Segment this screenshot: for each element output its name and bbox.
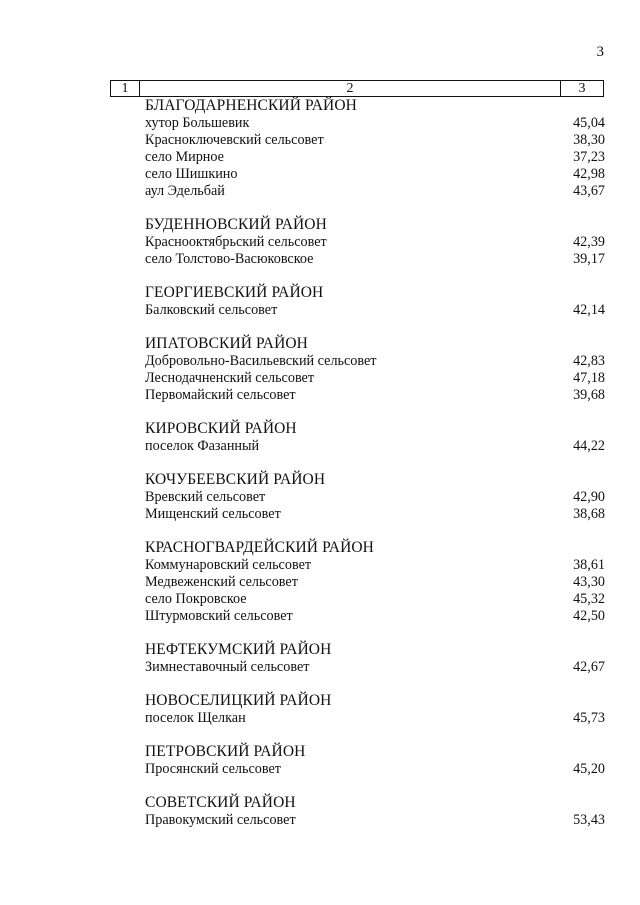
- settlement-value: 47,18: [573, 370, 605, 386]
- settlement-value: 42,98: [573, 166, 605, 182]
- settlement-name: Вревский сельсовет: [145, 489, 266, 505]
- table-row: [145, 761, 605, 778]
- table-row: [145, 302, 605, 319]
- settlement-value: 42,14: [573, 302, 605, 318]
- district-list: [145, 97, 605, 845]
- table-row: [145, 115, 605, 132]
- settlement-name: Мищенский сельсовет: [145, 506, 281, 522]
- table-row: [145, 812, 605, 829]
- settlement-value: 42,90: [573, 489, 605, 505]
- settlement-name: Первомайский сельсовет: [145, 387, 296, 403]
- settlement-value: 43,67: [573, 183, 605, 199]
- header-row: [111, 81, 604, 97]
- settlement-name: поселок Щелкан: [145, 710, 246, 726]
- settlement-value: 38,30: [573, 132, 605, 148]
- table-row: [145, 659, 605, 676]
- settlement-name: хутор Большевик: [145, 115, 250, 131]
- district-title: ГЕОРГИЕВСКИЙ РАЙОН: [145, 284, 324, 301]
- table-row: [145, 574, 605, 591]
- district-section: [145, 743, 605, 778]
- header-col-3: 3: [561, 81, 604, 97]
- district-section: [145, 794, 605, 829]
- district-title: НОВОСЕЛИЦКИЙ РАЙОН: [145, 692, 332, 709]
- district-title: КОЧУБЕЕВСКИЙ РАЙОН: [145, 471, 326, 488]
- page-number: 3: [596, 44, 604, 60]
- table-row: [145, 387, 605, 404]
- table-row: [145, 591, 605, 608]
- settlement-name: Леснодачненский сельсовет: [145, 370, 315, 386]
- district-section: [145, 692, 605, 727]
- settlement-name: Зимнеставочный сельсовет: [145, 659, 310, 675]
- settlement-name: Коммунаровский сельсовет: [145, 557, 312, 573]
- settlement-name: село Мирное: [145, 149, 224, 165]
- table-row: [145, 166, 605, 183]
- district-section: [145, 97, 605, 200]
- district-title: СОВЕТСКИЙ РАЙОН: [145, 794, 296, 811]
- settlement-value: 43,30: [573, 574, 605, 590]
- table-row: [145, 353, 605, 370]
- settlement-name: Красноключевский сельсовет: [145, 132, 324, 148]
- settlement-name: поселок Фазанный: [145, 438, 260, 454]
- district-title: БУДЕННОВСКИЙ РАЙОН: [145, 216, 327, 233]
- settlement-name: Краснооктябрьский сельсовет: [145, 234, 327, 250]
- district-title: БЛАГОДАРНЕНСКИЙ РАЙОН: [145, 97, 357, 114]
- district-title: ИПАТОВСКИЙ РАЙОН: [145, 335, 308, 352]
- settlement-value: 45,32: [573, 591, 605, 607]
- settlement-value: 39,17: [573, 251, 605, 267]
- district-section: [145, 216, 605, 268]
- table-row: [145, 370, 605, 387]
- settlement-name: Балковский сельсовет: [145, 302, 278, 318]
- district-section: [145, 420, 605, 455]
- settlement-value: 53,43: [573, 812, 605, 828]
- district-title: КИРОВСКИЙ РАЙОН: [145, 420, 297, 437]
- table-row: [145, 506, 605, 523]
- settlement-name: село Покровское: [145, 591, 247, 607]
- settlement-value: 45,20: [573, 761, 605, 777]
- district-title: ПЕТРОВСКИЙ РАЙОН: [145, 743, 306, 760]
- settlement-value: 42,50: [573, 608, 605, 624]
- table-row: [145, 489, 605, 506]
- settlement-value: 38,68: [573, 506, 605, 522]
- table-row: [145, 251, 605, 268]
- district-title: КРАСНОГВАРДЕЙСКИЙ РАЙОН: [145, 539, 374, 556]
- table-header: [110, 80, 604, 97]
- settlement-value: 42,83: [573, 353, 605, 369]
- table-row: [145, 608, 605, 625]
- settlement-value: 44,22: [573, 438, 605, 454]
- district-section: [145, 539, 605, 625]
- table-row: [145, 557, 605, 574]
- settlement-name: село Шишкино: [145, 166, 238, 182]
- settlement-name: село Толстово-Васюковское: [145, 251, 314, 267]
- settlement-name: Правокумский сельсовет: [145, 812, 296, 828]
- district-section: [145, 335, 605, 404]
- header-col-2: 2: [140, 81, 561, 97]
- settlement-name: Просянский сельсовет: [145, 761, 281, 777]
- table-row: [145, 149, 605, 166]
- table-row: [145, 132, 605, 149]
- settlement-value: 42,67: [573, 659, 605, 675]
- settlement-value: 38,61: [573, 557, 605, 573]
- table-row: [145, 234, 605, 251]
- header-col-1: 1: [111, 81, 140, 97]
- settlement-value: 39,68: [573, 387, 605, 403]
- settlement-value: 45,04: [573, 115, 605, 131]
- district-section: [145, 284, 605, 319]
- settlement-name: Штурмовский сельсовет: [145, 608, 293, 624]
- table-row: [145, 438, 605, 455]
- district-section: [145, 471, 605, 523]
- settlement-value: 37,23: [573, 149, 605, 165]
- table-row: [145, 183, 605, 200]
- table-row: [145, 710, 605, 727]
- district-title: НЕФТЕКУМСКИЙ РАЙОН: [145, 641, 332, 658]
- settlement-name: Медвеженский сельсовет: [145, 574, 298, 590]
- district-section: [145, 641, 605, 676]
- settlement-name: Добровольно-Васильевский сельсовет: [145, 353, 377, 369]
- settlement-value: 45,73: [573, 710, 605, 726]
- settlement-name: аул Эдельбай: [145, 183, 225, 199]
- settlement-value: 42,39: [573, 234, 605, 250]
